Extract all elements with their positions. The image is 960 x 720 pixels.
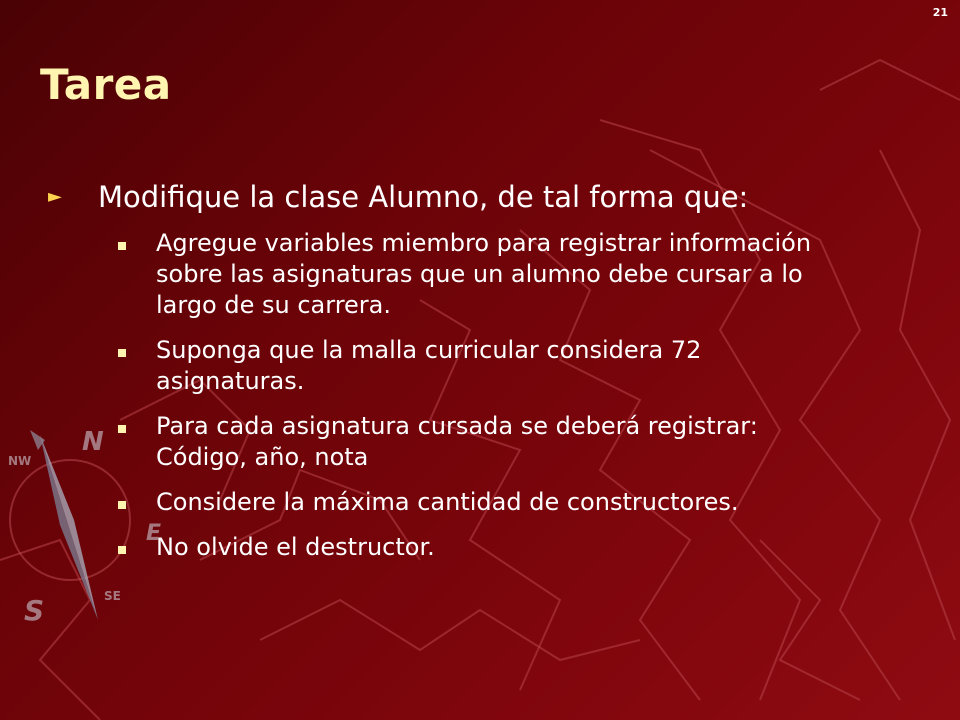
sub-bullet-text: Agregue variables miembro para registrar información sobre las asignaturas que un alumno debe cursar a lo largo de su carrera. [156, 229, 812, 319]
sub-bullet-list [48, 228, 908, 563]
sub-bullet-text: No olvide el destructor. [156, 533, 435, 561]
sub-bullet-item [118, 487, 908, 518]
sub-bullet-item [118, 411, 908, 473]
main-bullet-text: Modifique la clase Alumno, de tal forma que: [98, 180, 749, 214]
slide-title: Tarea [40, 60, 172, 109]
square-bullet-icon [118, 242, 126, 250]
sub-bullet-item [118, 228, 908, 321]
square-bullet-icon [118, 349, 126, 357]
compass-south-label: S [24, 594, 45, 627]
sub-bullet-text: Considere la máxima cantidad de constructores. [156, 488, 739, 516]
sub-bullet-item [118, 335, 908, 397]
square-bullet-icon [118, 425, 126, 433]
compass-southeast-label: SE [104, 589, 121, 603]
arrow-bullet-icon: ► [48, 186, 62, 207]
square-bullet-icon [118, 546, 126, 554]
slide-content [48, 178, 908, 577]
compass-east-label: E [146, 521, 162, 546]
slide-number: 21 [932, 6, 948, 19]
compass-north-label: N [82, 427, 104, 457]
sub-bullet-text: Para cada asignatura cursada se deberá registrar: Código, año, nota [156, 412, 758, 471]
square-bullet-icon [118, 501, 126, 509]
compass-northwest-label: NW [8, 454, 32, 468]
sub-bullet-text: Suponga que la malla curricular considera 72 asignaturas. [156, 336, 702, 395]
sub-bullet-item [118, 532, 908, 563]
main-bullet [48, 178, 908, 216]
